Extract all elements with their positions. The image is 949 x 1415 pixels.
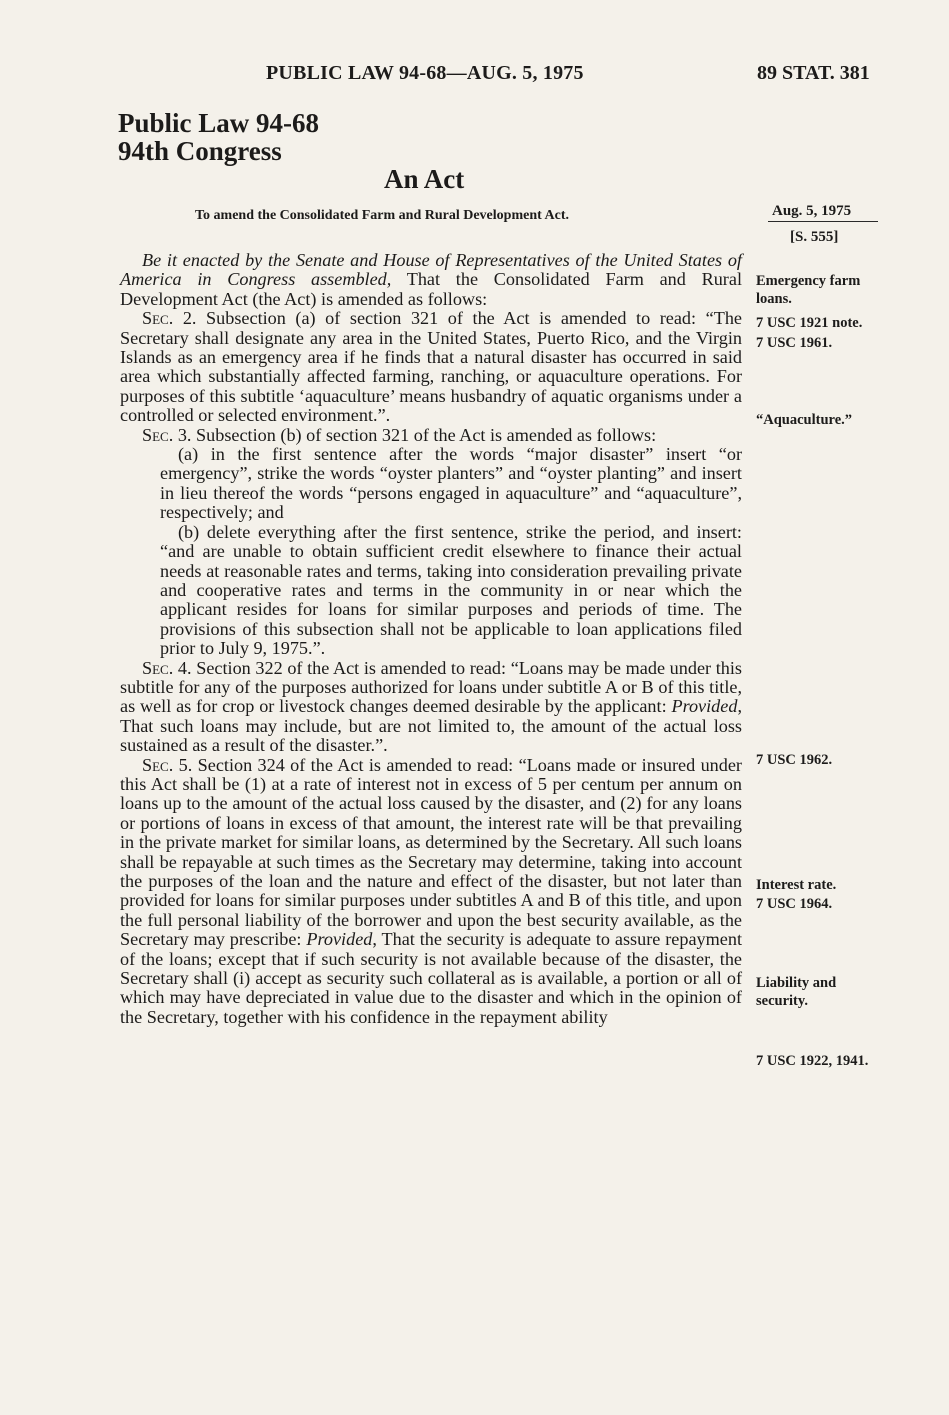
date-divider [768,221,878,222]
margin-note-usc-1922-1941: 7 USC 1922, 1941. [756,1053,869,1069]
margin-note-usc-1962: 7 USC 1962. [756,752,833,768]
provided-proviso: Provided [671,696,738,717]
margin-note-emergency-farm-loans: Emergency farm loans. [756,273,861,307]
act-heading: An Act [384,164,465,194]
section-3-clause-b: (b) delete everything after the first sentence, strike the period, and insert: “and are unable to obtain sufficient credit elsewhere to finance their actual needs at reasonable rates and terms, taking into consideration prevailing private and cooperative rates and terms in the community in or near which the applicant resides for loans for similar purposes and periods of time. The provisions of this subsection shall not be applicable to loan applications filed prior to July 9, 1975.”. [160,521,742,659]
section-3-clause-a: (a) in the first sentence after the words “major disaster” insert “or emergency”, strike the words “oyster planters” and “oyster planting” and insert in lieu thereof the words “persons engaged in aquaculture” and “aquaculture”, respectively; and [160,444,742,523]
section-5: Sec. 5. Section 324 of the Act is amended to read: “Loans made or insured under this Act shall be (1) at a rate of interest not in excess of 5 per centum per annum on loans up to the amount of the actual loss caused by the disaster, and (2) for any loans or portions of loans in excess of that amount, the interest rate will be that prevailing in the private market for similar loans, as determined by the Secretary. All such loans shall be repayable at such times as the Secretary may determine, taking into account the purposes of the loan and the nature and effect of the disaster, but not later than provided for loans for similar purposes under subtitles A and B of this title, and upon the full personal liability of the borrower and upon the best security available, as the Secretary may prescribe: Provided, That the security is adequate to assure repayment of the loans; except that if such security is not available because of the disaster, the Secretary shall (i) accept as security such collateral as is available, a portion or all of which may have depreciated in value due to the disaster and which in the opinion of the Secretary, together with his confidence in the repayment ability [120,754,742,1027]
section-4: Sec. 4. Section 322 of the Act is amended to read: “Loans may be made under this subtitle for any of the purposes authorized for loans under subtitle A or B of this title, as well as for crop or livestock changes deemed desirable by the applicant: Provided, That such loans may include, but are not limited to, the amount of the actual loss sustained as a result of the disaster.”. [120,657,742,756]
margin-note-usc-1964: 7 USC 1964. [756,896,833,912]
statute-body [120,251,742,1027]
act-purpose: To amend the Consolidated Farm and Rural Development Act. [195,208,569,223]
provided-proviso: Provided [306,929,373,950]
section-2-mark: Sec. 2. [142,308,197,329]
stat-citation: 89 STAT. 381 [757,62,870,84]
congress-title: 94th Congress [118,136,282,166]
margin-note-usc-1921: 7 USC 1921 note. [756,315,863,331]
section-3: Sec. 3. Subsection (b) of section 321 of the Act is amended as follows: [142,424,657,445]
margin-note-liability-security: Liability and security. [756,975,837,1009]
section-4-mark: Sec. 4. [142,657,192,678]
margin-note-aquaculture: “Aquaculture.” [756,412,853,428]
public-law-title: Public Law 94-68 [118,108,320,138]
section-3-mark: Sec. 3. [142,424,192,445]
running-head: PUBLIC LAW 94-68—AUG. 5, 1975 [266,62,584,84]
enacting-clause: Be it enacted by the Senate and House of Representatives of the United States of America in Congress assembled, That the Consolidated Farm and Rural Development Act (the Act) is amended as follows: [120,250,742,309]
section-5-mark: Sec. 5. [142,754,193,775]
section-2: Sec. 2. Subsection (a) of section 321 of the Act is amended to read: “The Secretary shall designate any area in the United States, Puerto Rico, and the Virgin Islands as an emergency area if he finds that a natural disaster has occurred in said area which substantially affected farming, ranching, or aquaculture operations. For purposes of this subtitle ‘aquaculture’ means husbandry of aquatic organisms under a controlled or selected environment.”. [120,308,742,426]
bill-number: [S. 555] [790,229,839,245]
margin-note-usc-1961: 7 USC 1961. [756,335,833,351]
enactment-date: Aug. 5, 1975 [772,203,852,219]
margin-note-interest-rate: Interest rate. [756,877,837,893]
